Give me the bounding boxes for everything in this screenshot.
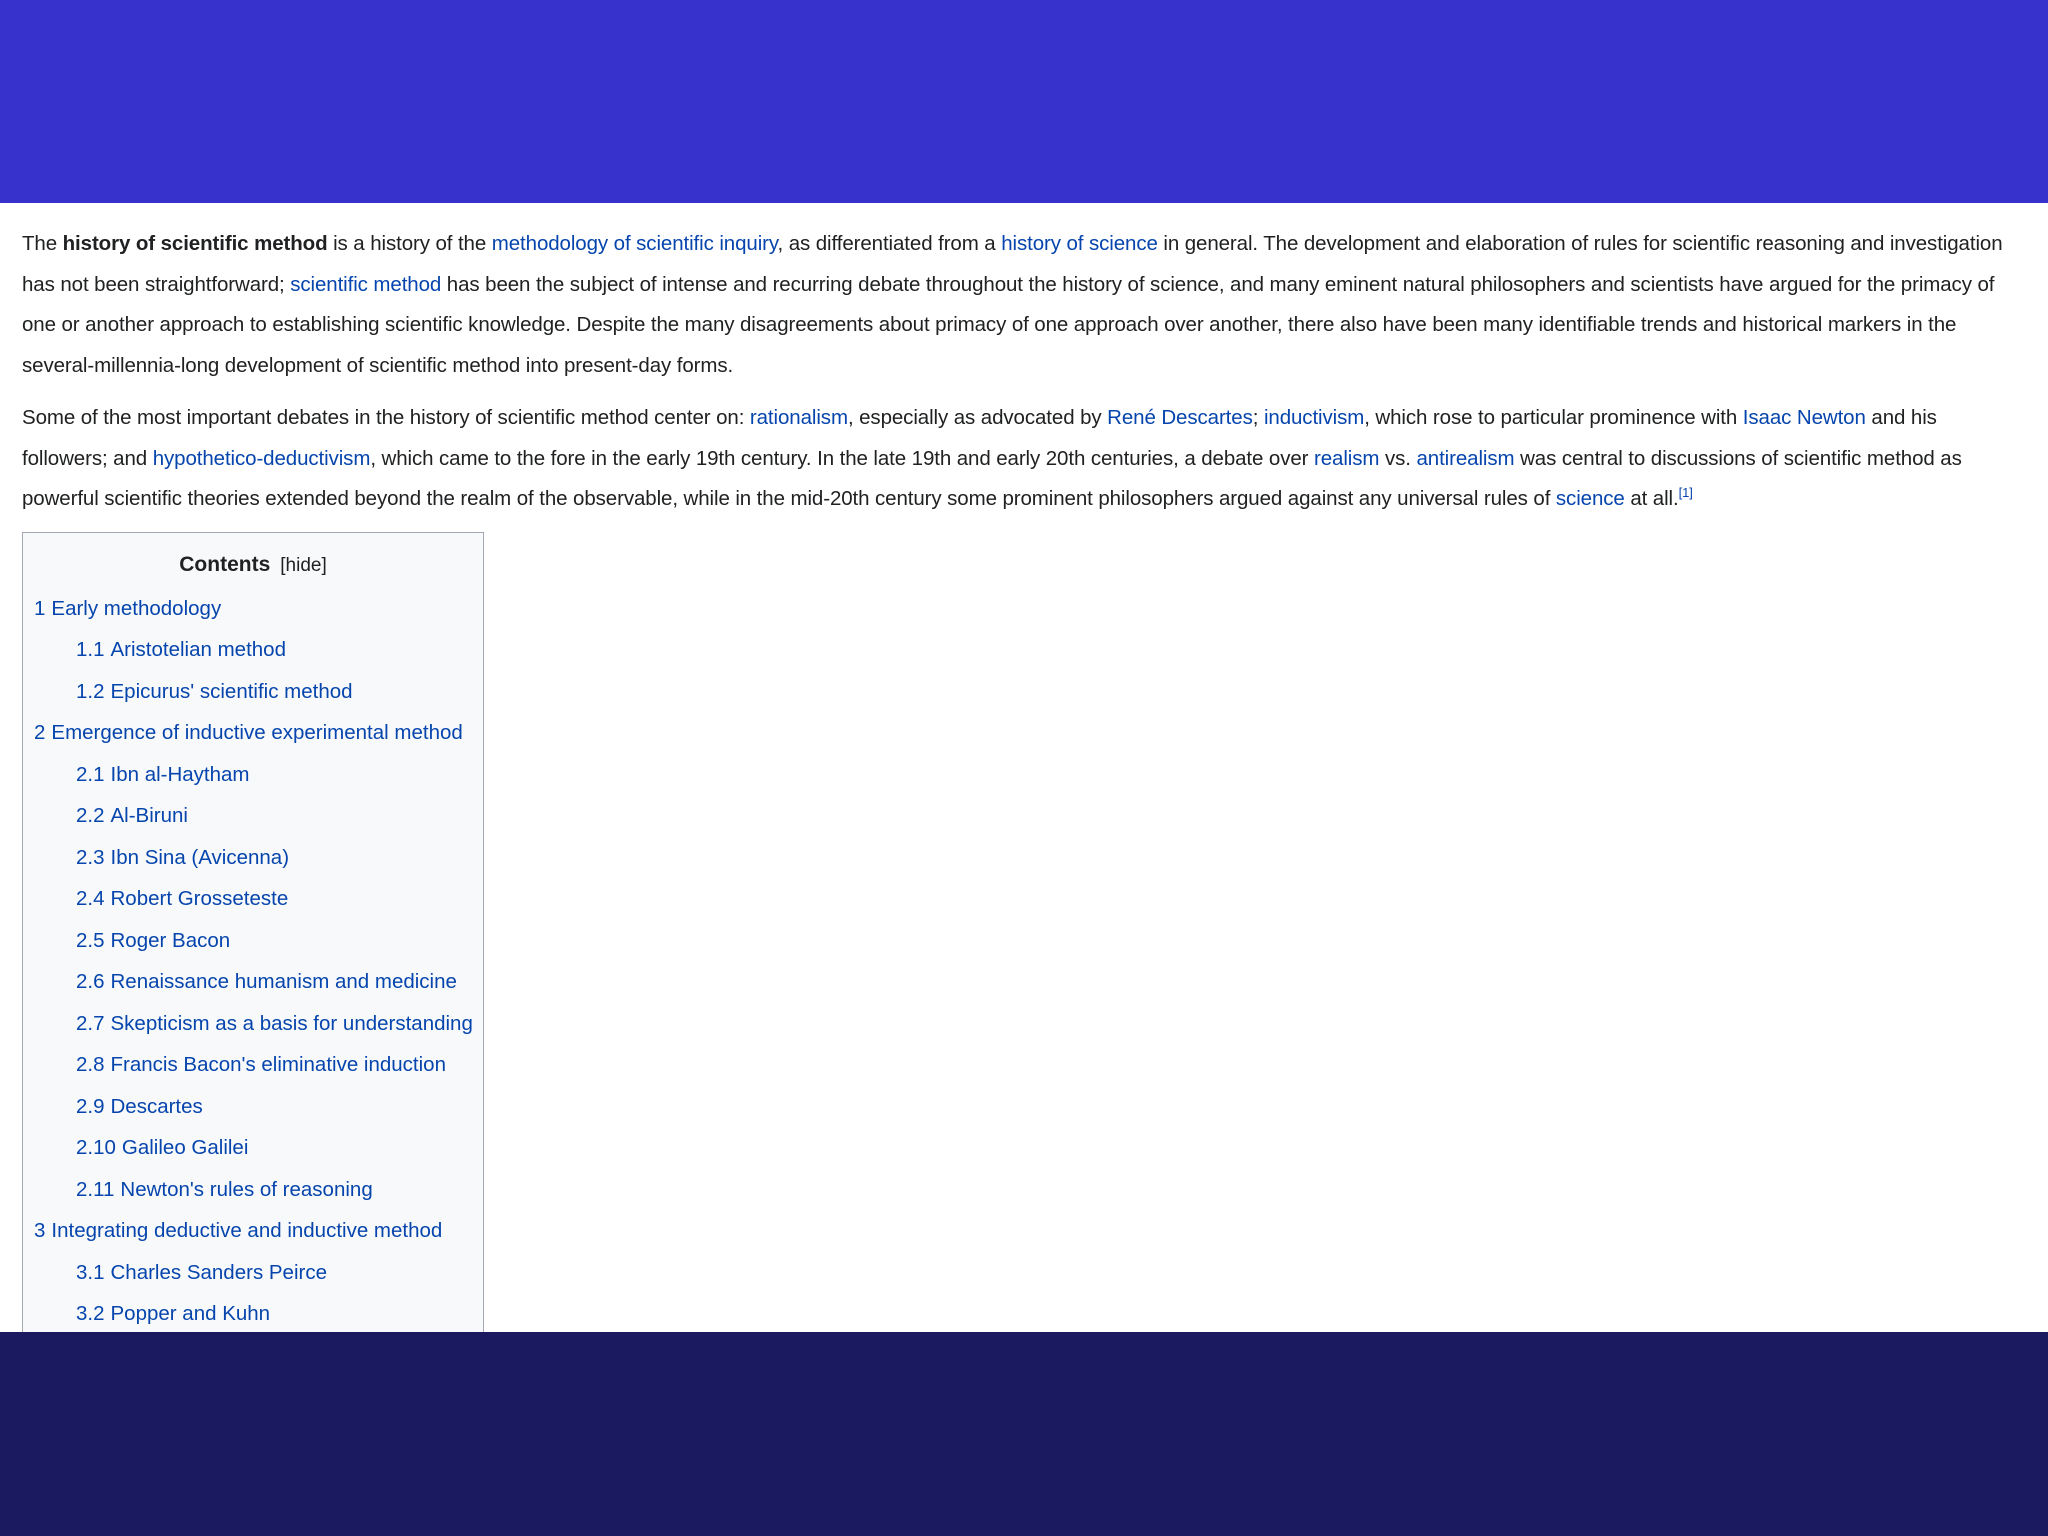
toc-item[interactable] xyxy=(23,1252,483,1294)
text: has been the subject of intense and recurring debate throughout the history of science, and many eminent natural philosophers and scientists have argued for the primacy of one or another approach to establishing scientific knowledge. Despite the many disagreements about primacy of one approach over another, there also have been many identifiable trends and historical markers in the several-millennia-long development of scientific method into present-day forms. xyxy=(22,272,1995,377)
text: and his followers; and xyxy=(22,406,1937,470)
text: , which rose to particular prominence with xyxy=(1364,406,1743,429)
toc-item[interactable] xyxy=(23,837,483,879)
intro-paragraph-1 xyxy=(22,224,2022,386)
toc-item-number: 2.7 xyxy=(76,1011,105,1035)
toc-item-number: 2.1 xyxy=(76,762,105,786)
toc-item-number: 3 xyxy=(34,1219,46,1242)
toc-item[interactable] xyxy=(23,1127,483,1169)
text: is a history of the xyxy=(327,232,492,255)
text: vs. xyxy=(1379,446,1417,470)
toc-item-label: Galileo Galilei xyxy=(121,1136,249,1159)
toc-item-number: 2.10 xyxy=(76,1136,116,1159)
toc-item[interactable] xyxy=(23,920,483,962)
toc-item-label: Aristotelian method xyxy=(110,638,286,661)
toc-item-number: 2.9 xyxy=(76,1094,105,1118)
toc-item-label: Epicurus' scientific method xyxy=(110,679,353,703)
toc-item[interactable] xyxy=(23,961,483,1003)
text: was central to discussions of scientific method as powerful scientific theories extended beyond the realm of the observable, while in the mid-20th century some prominent philosophers argued against any universal rules of xyxy=(22,446,1962,510)
toc-item-number: 1.2 xyxy=(76,679,105,703)
link-isaac-newton[interactable]: Isaac Newton xyxy=(1742,406,1866,429)
link-inductivism[interactable]: inductivism xyxy=(1263,406,1365,429)
toc-item-number: 3.2 xyxy=(76,1302,105,1325)
toc-item[interactable] xyxy=(23,1293,483,1332)
link-rationalism[interactable]: rationalism xyxy=(749,406,848,429)
text: , as differentiated from a xyxy=(777,232,1002,255)
text: The xyxy=(22,232,63,255)
toc-item-label: Charles Sanders Peirce xyxy=(110,1260,327,1284)
toc-item[interactable] xyxy=(23,671,483,713)
toc-item[interactable] xyxy=(23,629,483,671)
toc-item[interactable] xyxy=(23,712,483,754)
text: in general. The development and elaboration of rules for scientific reasoning and investigation has not been straightforward; xyxy=(22,232,2003,296)
text: , especially as advocated by xyxy=(847,406,1108,429)
toc-item-label: Descartes xyxy=(110,1094,203,1118)
text: Some of the most important debates in the history of scientific method center on: xyxy=(22,406,750,429)
toc-item-number: 1.1 xyxy=(76,638,105,661)
toc-item[interactable] xyxy=(23,1086,483,1128)
article-subject-bold: history of scientific method xyxy=(62,232,328,255)
toc-item[interactable] xyxy=(23,878,483,920)
toc-item-label: Roger Bacon xyxy=(110,928,231,952)
toc-item-label: Robert Grosseteste xyxy=(110,887,289,910)
toc-item-number: 2.3 xyxy=(76,845,105,869)
link-scientific-method[interactable]: scientific method xyxy=(290,272,442,296)
toc-item[interactable] xyxy=(23,754,483,796)
link-hypothetico-deductivism[interactable]: hypothetico-deductivism xyxy=(152,446,371,470)
top-banner xyxy=(0,0,2048,203)
intro-paragraph-2 xyxy=(22,398,2022,520)
toc-item-number: 2 xyxy=(34,721,46,744)
bottom-banner xyxy=(0,1332,2048,1536)
toc-item-number: 2.8 xyxy=(76,1053,105,1076)
link-antirealism[interactable]: antirealism xyxy=(1416,446,1515,470)
toc-item-label: Emergence of inductive experimental method xyxy=(51,721,463,744)
toc-item-label: Early methodology xyxy=(51,596,222,620)
link-rene-descartes[interactable]: René Descartes xyxy=(1107,406,1253,429)
toc-item-number: 3.1 xyxy=(76,1260,105,1284)
link-methodology-of-scientific-inquiry[interactable]: methodology of scientific inquiry xyxy=(491,232,778,255)
toc-item-number: 2.4 xyxy=(76,887,105,910)
toc-item-label: Al-Biruni xyxy=(110,804,188,827)
link-history-of-science[interactable]: history of science xyxy=(1001,232,1158,255)
link-realism[interactable]: realism xyxy=(1314,446,1380,470)
toc-item-label: Ibn Sina (Avicenna) xyxy=(110,845,290,869)
toc-item-label: Ibn al-Haytham xyxy=(110,762,250,786)
toc-item[interactable] xyxy=(23,795,483,837)
text: , which came to the fore in the early 19th century. In the late 19th and early 20th centuries, a debate over xyxy=(370,446,1314,470)
toc-item-label: Francis Bacon's eliminative induction xyxy=(110,1053,446,1076)
text: ; xyxy=(1252,406,1264,429)
toc-item-label: Popper and Kuhn xyxy=(110,1302,271,1325)
toc-item[interactable] xyxy=(23,1003,483,1045)
reference-link[interactable]: [1] xyxy=(1678,485,1693,501)
link-science[interactable]: science xyxy=(1555,487,1625,510)
toc-item-number: 2.5 xyxy=(76,928,105,952)
toc-item-label: Skepticism as a basis for understanding xyxy=(110,1011,473,1035)
toc-item-label: Integrating deductive and inductive method xyxy=(51,1219,443,1242)
article-content xyxy=(22,224,2022,1332)
toc-item[interactable] xyxy=(23,588,483,630)
toc-item[interactable] xyxy=(23,1044,483,1086)
toc-item-label: Newton's rules of reasoning xyxy=(120,1177,373,1201)
toc-hide-toggle[interactable]: [hide] xyxy=(280,554,327,576)
toc-item[interactable] xyxy=(23,1169,483,1211)
toc-item-number: 2.11 xyxy=(76,1177,115,1201)
toc-title: Contents xyxy=(179,552,271,576)
toc-item-number: 2.6 xyxy=(76,970,105,993)
toc-item-number: 1 xyxy=(34,596,46,620)
toc-item-label: Renaissance humanism and medicine xyxy=(110,970,457,993)
toc-item[interactable] xyxy=(23,1210,483,1252)
toc-list xyxy=(23,588,483,1333)
toc-header xyxy=(23,551,483,580)
text: at all. xyxy=(1624,487,1679,510)
table-of-contents xyxy=(22,532,484,1333)
toc-item-number: 2.2 xyxy=(76,804,105,827)
